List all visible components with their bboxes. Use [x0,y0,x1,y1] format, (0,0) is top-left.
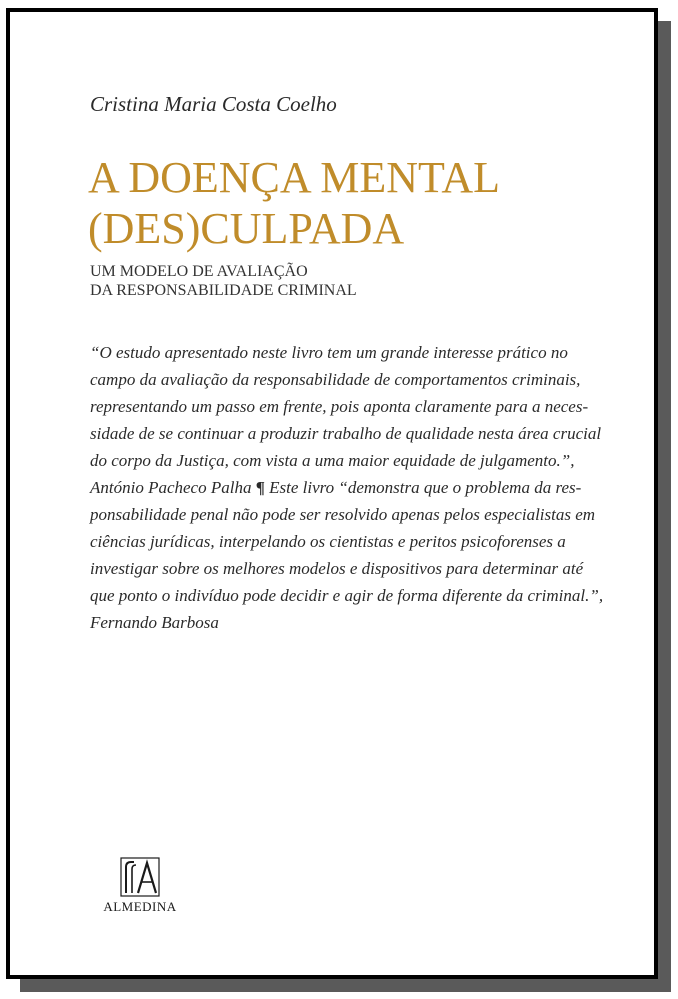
blurb-line: Este livro “demonstra que o problema da res- [269,478,582,497]
blurb-line-mixed [90,474,610,501]
blurb-line: ciências jurídicas, interpelando os cientistas e peritos psicoforenses a [90,532,566,551]
blurb-line: do corpo da Justiça, com vista a uma maior equidade de julgamento.”, [90,451,575,470]
blurb-line: “O estudo apresentado neste livro tem um grande interesse prático no [90,343,568,362]
publisher-name: ALMEDINA [103,899,177,914]
subtitle-line-2: DA RESPONSABILIDADE CRIMINAL [90,282,357,299]
back-cover-blurb [90,339,610,636]
blurb-line: investigar sobre os melhores modelos e dispositivos para determinar até [90,559,584,578]
title-line-1: A DOENÇA MENTAL [88,153,501,202]
blurb-line: ponsabilidade penal não pode ser resolvido apenas pelos especialistas em [90,505,596,524]
book-cover [6,8,658,979]
book-subtitle [90,262,357,300]
blurb-line: representando um passo em frente, pois aponta claramente para a neces- [90,397,589,416]
blurb-line: sidade de se continuar a produzir trabalho de qualidade nesta área crucial [90,424,602,443]
publisher-block [90,857,190,915]
quote-attribution: António Pacheco Palha [90,478,252,497]
quote-attribution: Fernando Barbosa [90,613,219,632]
book-title [88,152,500,254]
blurb-line: campo da avaliação da responsabilidade de comportamentos criminais, [90,370,581,389]
subtitle-line-1: UM MODELO DE AVALIAÇÃO [90,263,308,280]
author-name: Cristina Maria Costa Coelho [90,92,337,116]
title-line-2: (DES)CULPADA [88,204,405,253]
almedina-logo-icon [120,857,160,897]
pilcrow-icon: ¶ [255,478,265,497]
blurb-line: que ponto o indivíduo pode decidir e agir de forma diferente da criminal.”, [90,586,604,605]
